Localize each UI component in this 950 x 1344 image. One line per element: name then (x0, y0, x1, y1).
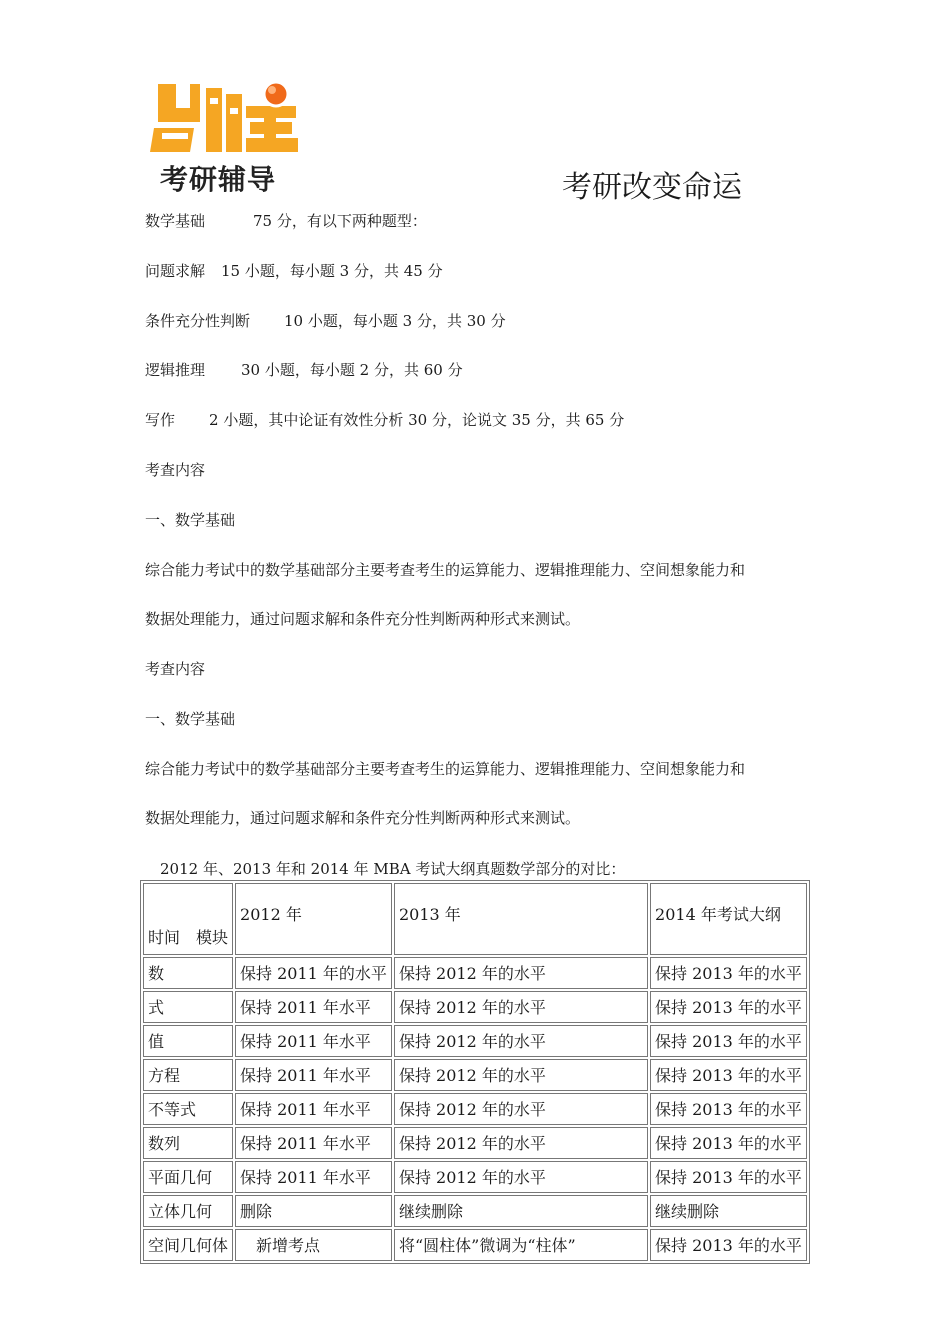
table-cell: 保持 2012 年的水平 (394, 1161, 648, 1193)
line-text: 10 小题，每小题 3 分，共 30 分 (284, 312, 506, 330)
header-cell: 2013 年 (394, 883, 648, 955)
table-cell: 保持 2011 年水平 (235, 991, 392, 1023)
line-text: 2 小题，其中论证有效性分析 30 分，论说文 35 分，共 65 分 (209, 411, 625, 429)
line-text: 30 小题，每小题 2 分，共 60 分 (241, 361, 463, 379)
module-cell: 值 (143, 1025, 233, 1057)
table-cell: 保持 2012 年的水平 (394, 957, 648, 989)
module-cell: 空间几何体 (143, 1229, 233, 1261)
table-cell: 保持 2011 年的水平 (235, 957, 392, 989)
line-label: 条件充分性判断 (145, 312, 251, 330)
paragraph-line: 数据处理能力，通过问题求解和条件充分性判断两种形式来测试。 (145, 809, 581, 827)
slogan-heading: 考研改变命运 (562, 170, 742, 205)
table-cell: 保持 2012 年的水平 (394, 1127, 648, 1159)
table-cell: 保持 2012 年的水平 (394, 1093, 648, 1125)
line-label: 数学基础 (145, 212, 206, 230)
table-cell: 保持 2013 年的水平 (650, 1025, 807, 1057)
header-cell: 2012 年 (235, 883, 392, 955)
score-line-logic (145, 359, 463, 380)
line-label: 写作 (145, 411, 176, 429)
paragraph-line: 综合能力考试中的数学基础部分主要考查考生的运算能力、逻辑推理能力、空间想象能力和 (145, 760, 746, 778)
table-cell: 保持 2013 年的水平 (650, 991, 807, 1023)
table-cell: 继续删除 (394, 1195, 648, 1227)
table-row (143, 1127, 807, 1159)
table-cell: 保持 2012 年的水平 (394, 1059, 648, 1091)
subsection-heading: 一、数学基础 (145, 710, 236, 728)
table-cell: 保持 2012 年的水平 (394, 1025, 648, 1057)
table-row (143, 1161, 807, 1193)
module-cell: 式 (143, 991, 233, 1023)
brand-logo (150, 78, 300, 196)
table-cell: 保持 2013 年的水平 (650, 957, 807, 989)
line-label: 问题求解 (145, 262, 206, 280)
module-cell: 方程 (143, 1059, 233, 1091)
table-row (143, 957, 807, 989)
score-line-problem-solving (145, 260, 443, 281)
table-cell: 继续删除 (650, 1195, 807, 1227)
module-cell: 不等式 (143, 1093, 233, 1125)
table-row (143, 1229, 807, 1261)
header-cell: 时间 模块 (143, 883, 233, 955)
table-cell: 保持 2011 年水平 (235, 1093, 392, 1125)
table-row (143, 1093, 807, 1125)
table-cell: 保持 2013 年的水平 (650, 1059, 807, 1091)
score-line-writing (145, 409, 624, 430)
module-cell: 立体几何 (143, 1195, 233, 1227)
line-text: 15 小题，每小题 3 分，共 45 分 (221, 262, 443, 280)
paragraph-line: 综合能力考试中的数学基础部分主要考查考生的运算能力、逻辑推理能力、空间想象能力和 (145, 561, 746, 579)
table-cell: 保持 2011 年水平 (235, 1127, 392, 1159)
table-cell: 新增考点 (235, 1229, 392, 1261)
subsection-heading: 一、数学基础 (145, 511, 236, 529)
table-cell: 将“圆柱体”微调为“柱体” (394, 1229, 648, 1261)
module-cell: 数 (143, 957, 233, 989)
table-cell: 保持 2013 年的水平 (650, 1161, 807, 1193)
line-label: 逻辑推理 (145, 361, 206, 379)
table-cell: 保持 2011 年水平 (235, 1161, 392, 1193)
line-text: 75 分，有以下两种题型： (253, 212, 427, 230)
module-cell: 平面几何 (143, 1161, 233, 1193)
table-cell: 保持 2011 年水平 (235, 1025, 392, 1057)
paragraph-line: 数据处理能力，通过问题求解和条件充分性判断两种形式来测试。 (145, 610, 581, 628)
table-cell: 保持 2013 年的水平 (650, 1093, 807, 1125)
module-cell: 数列 (143, 1127, 233, 1159)
table-cell: 保持 2012 年的水平 (394, 991, 648, 1023)
table-row (143, 991, 807, 1023)
table-row (143, 1059, 807, 1091)
logo-subtitle: 考研辅导 (160, 163, 277, 196)
section-heading: 考查内容 (145, 660, 206, 678)
table-header-row (143, 883, 807, 955)
score-line-math (145, 210, 427, 231)
syllabus-comparison-table (140, 880, 810, 1264)
table-row (143, 1025, 807, 1057)
table-cell: 保持 2011 年水平 (235, 1059, 392, 1091)
table-cell: 删除 (235, 1195, 392, 1227)
score-line-sufficiency (145, 310, 506, 331)
table-row (143, 1195, 807, 1227)
table-caption: 2012 年、2013 年和 2014 年 MBA 考试大纲真题数学部分的对比： (160, 860, 626, 878)
header-cell: 2014 年考试大纲 (650, 883, 807, 955)
table-cell: 保持 2013 年的水平 (650, 1229, 807, 1261)
section-heading: 考查内容 (145, 461, 206, 479)
table-cell: 保持 2013 年的水平 (650, 1127, 807, 1159)
logo-mark-icon (150, 78, 300, 156)
